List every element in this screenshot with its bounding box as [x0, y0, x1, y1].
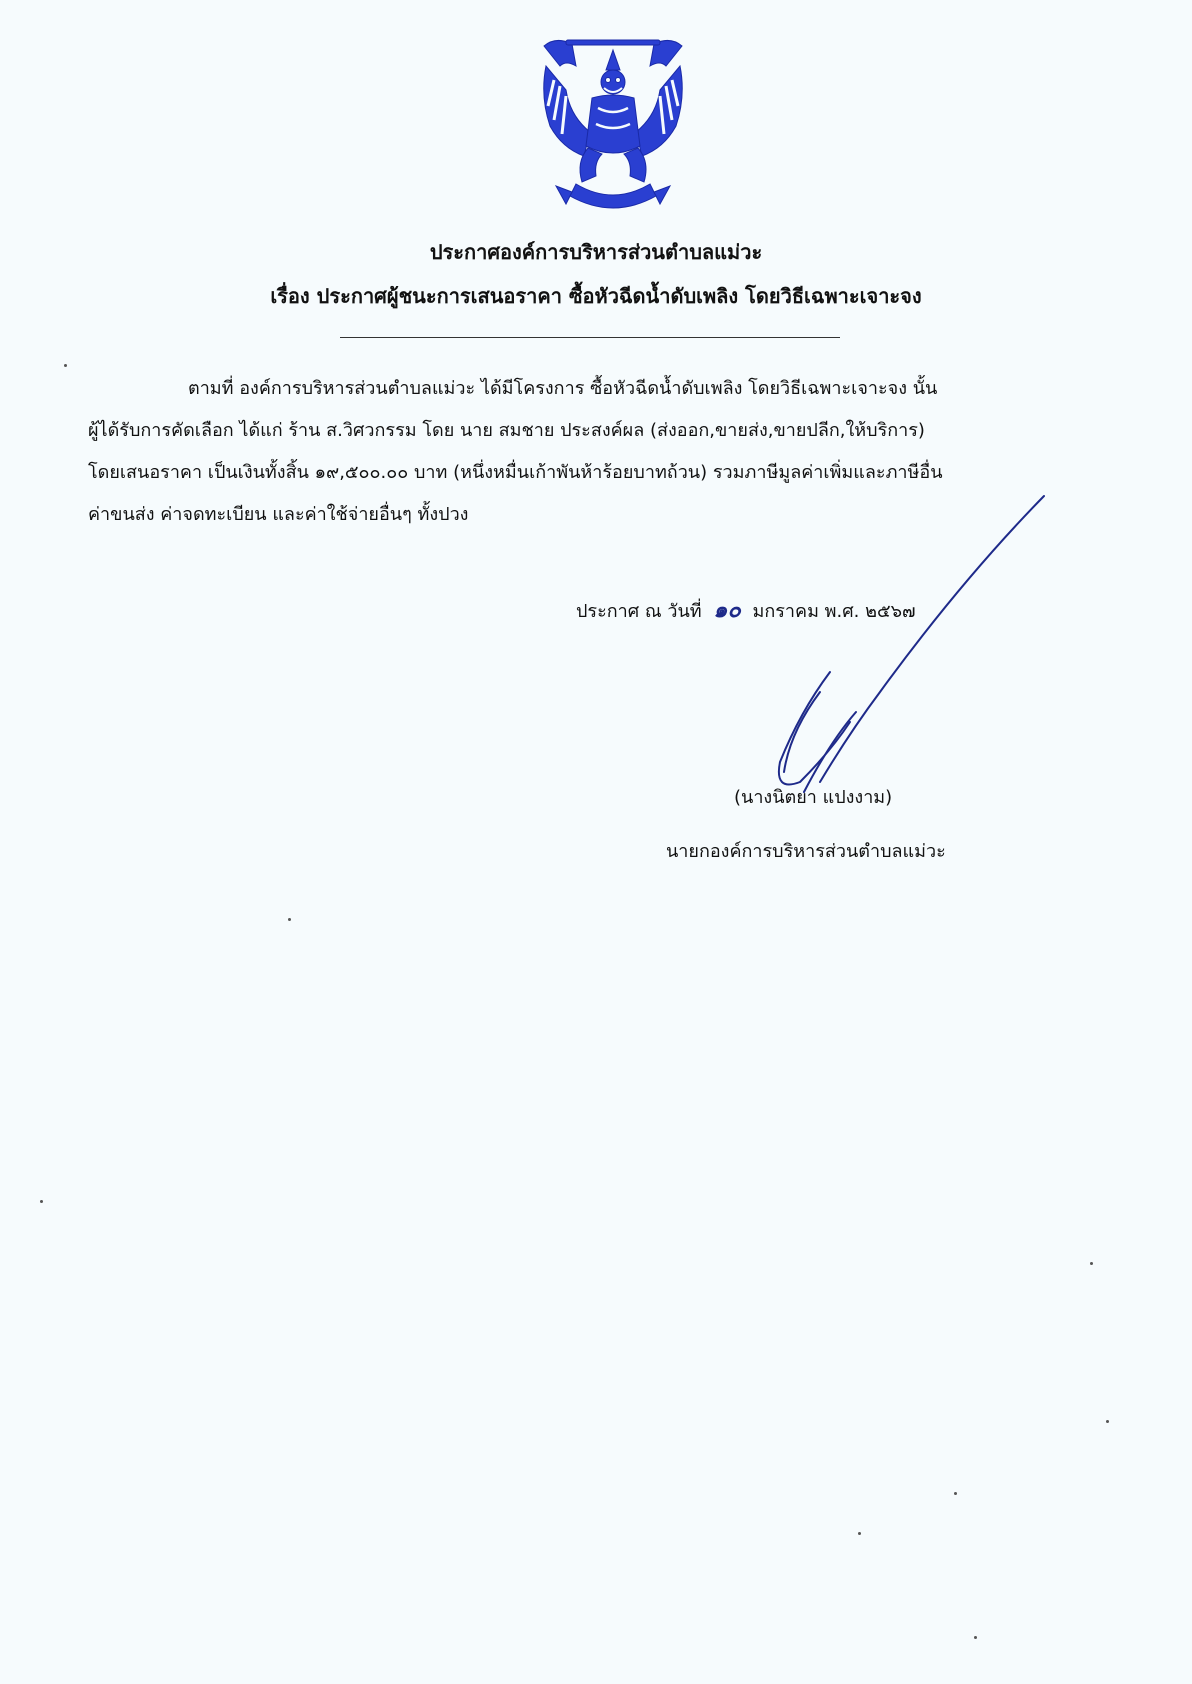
scan-speck	[974, 1636, 977, 1639]
body-line: ค่าขนส่ง ค่าจดทะเบียน และค่าใช้จ่ายอื่นๆ ทั้งปวง	[88, 504, 469, 525]
body-line: ผู้ได้รับการคัดเลือก ได้แก่ ร้าน ส.วิศวกรรม โดย นาย สมชาย ประสงค์ผล (ส่งออก,ขายส่ง,ขายปลีก,ให้บริการ)	[88, 420, 925, 441]
scan-speck	[40, 1200, 43, 1203]
scan-speck	[1090, 1262, 1093, 1265]
body-line: โดยเสนอราคา เป็นเงินทั้งสิ้น ๑๙,๕๐๐.๐๐ บาท (หนึ่งหมื่นเก้าพันห้าร้อยบาทถ้วน) รวมภาษีมูลค่าเพิ่มและภาษีอื่น	[88, 462, 943, 483]
signature-icon	[760, 492, 1050, 802]
signer-title: นายกองค์การบริหารส่วนตำบลแม่วะ	[666, 841, 946, 862]
scan-speck	[1106, 1420, 1109, 1423]
body-line: ตามที่ องค์การบริหารส่วนตำบลแม่วะ ได้มีโครงการ ซื้อหัวฉีดน้ำดับเพลิง โดยวิธีเฉพาะเจาะจง นั้น	[188, 378, 938, 399]
scan-speck	[288, 918, 291, 921]
date-suffix: มกราคม พ.ศ. ๒๕๖๗	[752, 601, 916, 622]
document-subject: เรื่อง ประกาศผู้ชนะการเสนอราคา ซื้อหัวฉีดน้ำดับเพลิง โดยวิธีเฉพาะเจาะจง	[270, 284, 922, 308]
header-divider	[340, 337, 840, 338]
scan-speck	[858, 1532, 861, 1535]
document-title: ประกาศองค์การบริหารส่วนตำบลแม่วะ	[429, 240, 763, 264]
scan-speck	[64, 364, 67, 367]
signer-name: (นางนิตยา แปงงาม)	[734, 787, 893, 808]
garuda-emblem	[536, 36, 690, 216]
date-prefix: ประกาศ ณ วันที่	[576, 601, 702, 622]
date-day-handwritten: ๑๐	[713, 597, 741, 623]
scan-speck	[954, 1492, 957, 1495]
